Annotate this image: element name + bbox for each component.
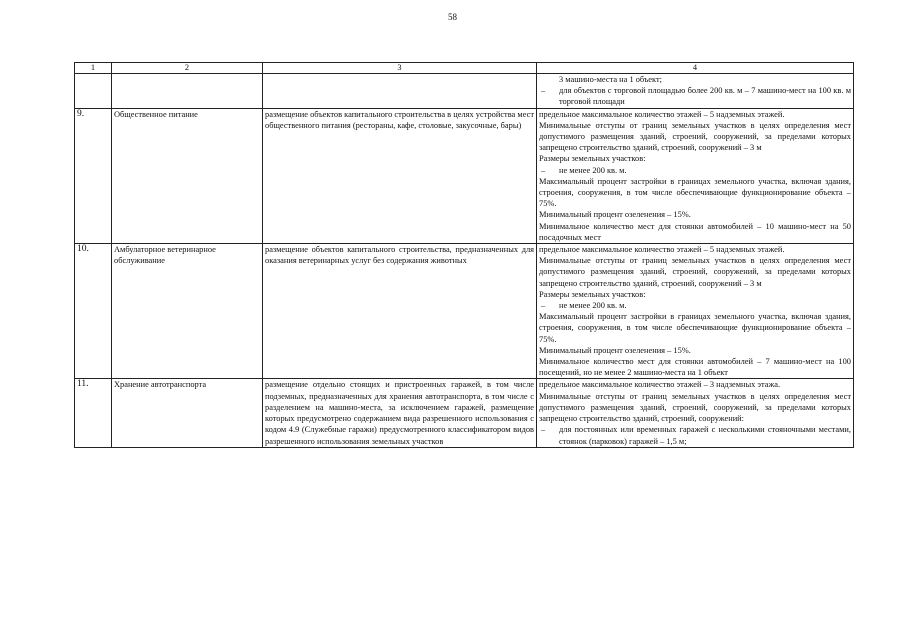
use-description: размещение объектов капитального строительства в целях устройства мест общественного питания (рестораны, кафе, столовые, закусочные, бары) xyxy=(263,108,537,243)
params-cell: предельное максимальное количество этажей – 3 надземных этажа. Минимальные отступы от границ земельных участков в целях определения мест допустимого размещения зданий, строений, сооружений, за пределами которых запрещено строительство зданий, строений, сооружений: – для постоянных или временных гаражей с несколькими стояночными местами, стоянок (парковок) гаражей – 1,5 м; xyxy=(537,379,854,447)
column-header: 2 xyxy=(112,63,263,74)
use-name: Хранение автотранспорта xyxy=(112,379,263,447)
params-dash-item: – для объектов с торговой площадью более 200 кв. м – 7 машино-мест на 100 кв. м торговой площади xyxy=(541,86,851,107)
params-cell: предельное максимальное количество этажей – 5 надземных этажей. Минимальные отступы от границ земельных участков в целях определения мест допустимого размещения зданий, строений, сооружений, за пределами которых запрещено строительство зданий, строений, сооружений – 3 м Размеры земельных участков: – не менее 200 кв. м. Максимальный процент застройки в границах земельного участка, включая здания, строения, сооружения, в том числе обеспечивающие функционирование объекта – 75%. Минимальный процент озеленения – 15%. Минимальное количество мест для стоянки автомобилей – 7 машино-мест на 100 посещений, но не менее 2 машино-места на 1 объект xyxy=(537,244,854,379)
header-row xyxy=(75,63,854,74)
use-name: Общественное питание xyxy=(112,108,263,243)
table-row xyxy=(75,244,854,379)
params-dash-item: – не менее 200 кв. м. xyxy=(541,301,627,311)
zoning-table xyxy=(74,62,854,448)
column-header: 3 xyxy=(263,63,537,74)
use-name: Амбулаторное ветеринарное обслуживание xyxy=(112,244,263,379)
params-line: 3 машино-места на 1 объект; xyxy=(559,75,662,84)
params-dash-item: – не менее 200 кв. м. xyxy=(541,165,627,175)
row-number: 11. xyxy=(75,379,112,447)
table-row xyxy=(75,379,854,447)
params-cell xyxy=(537,74,854,109)
use-description: размещение объектов капитального строительства, предназначенных для оказания ветеринарных услуг без содержания животных xyxy=(263,244,537,379)
params-cell: предельное максимальное количество этажей – 5 надземных этажей. Минимальные отступы от границ земельных участков в целях определения мест допустимого размещения зданий, строений, сооружений, за пределами которых запрещено строительство зданий, строений, сооружений – 3 м Размеры земельных участков: – не менее 200 кв. м. Максимальный процент застройки в границах земельного участка, включая здания, строения, сооружения, в том числе обеспечивающие функционирование объекта – 75%. Минимальный процент озеленения – 15%. Минимальное количество мест для стоянки автомобилей – 10 машино-мест на 50 посадочных мест xyxy=(537,108,854,243)
row-number: 9. xyxy=(75,108,112,243)
column-header: 4 xyxy=(537,63,854,74)
page-number: 58 xyxy=(448,12,457,22)
params-dash-item: – для постоянных или временных гаражей с несколькими стояночными местами, стоянок (парковок) гаражей – 1,5 м; xyxy=(541,425,851,446)
column-header: 1 xyxy=(75,63,112,74)
row-number: 10. xyxy=(75,244,112,379)
use-description: размещение отдельно стоящих и пристроенных гаражей, в том числе подземных, предназначенных для хранения автотранспорта, в том числе с разделением на машино-места, за исключением гаражей, размещение которых предусмотрено содержанием вида разрешенного использования с кодом 4.9 (Служебные гаражи) предусмотренного классификатором видов разрешенного использования земельных участков xyxy=(263,379,537,447)
table-row xyxy=(75,108,854,243)
table-row-continuation xyxy=(75,74,854,109)
